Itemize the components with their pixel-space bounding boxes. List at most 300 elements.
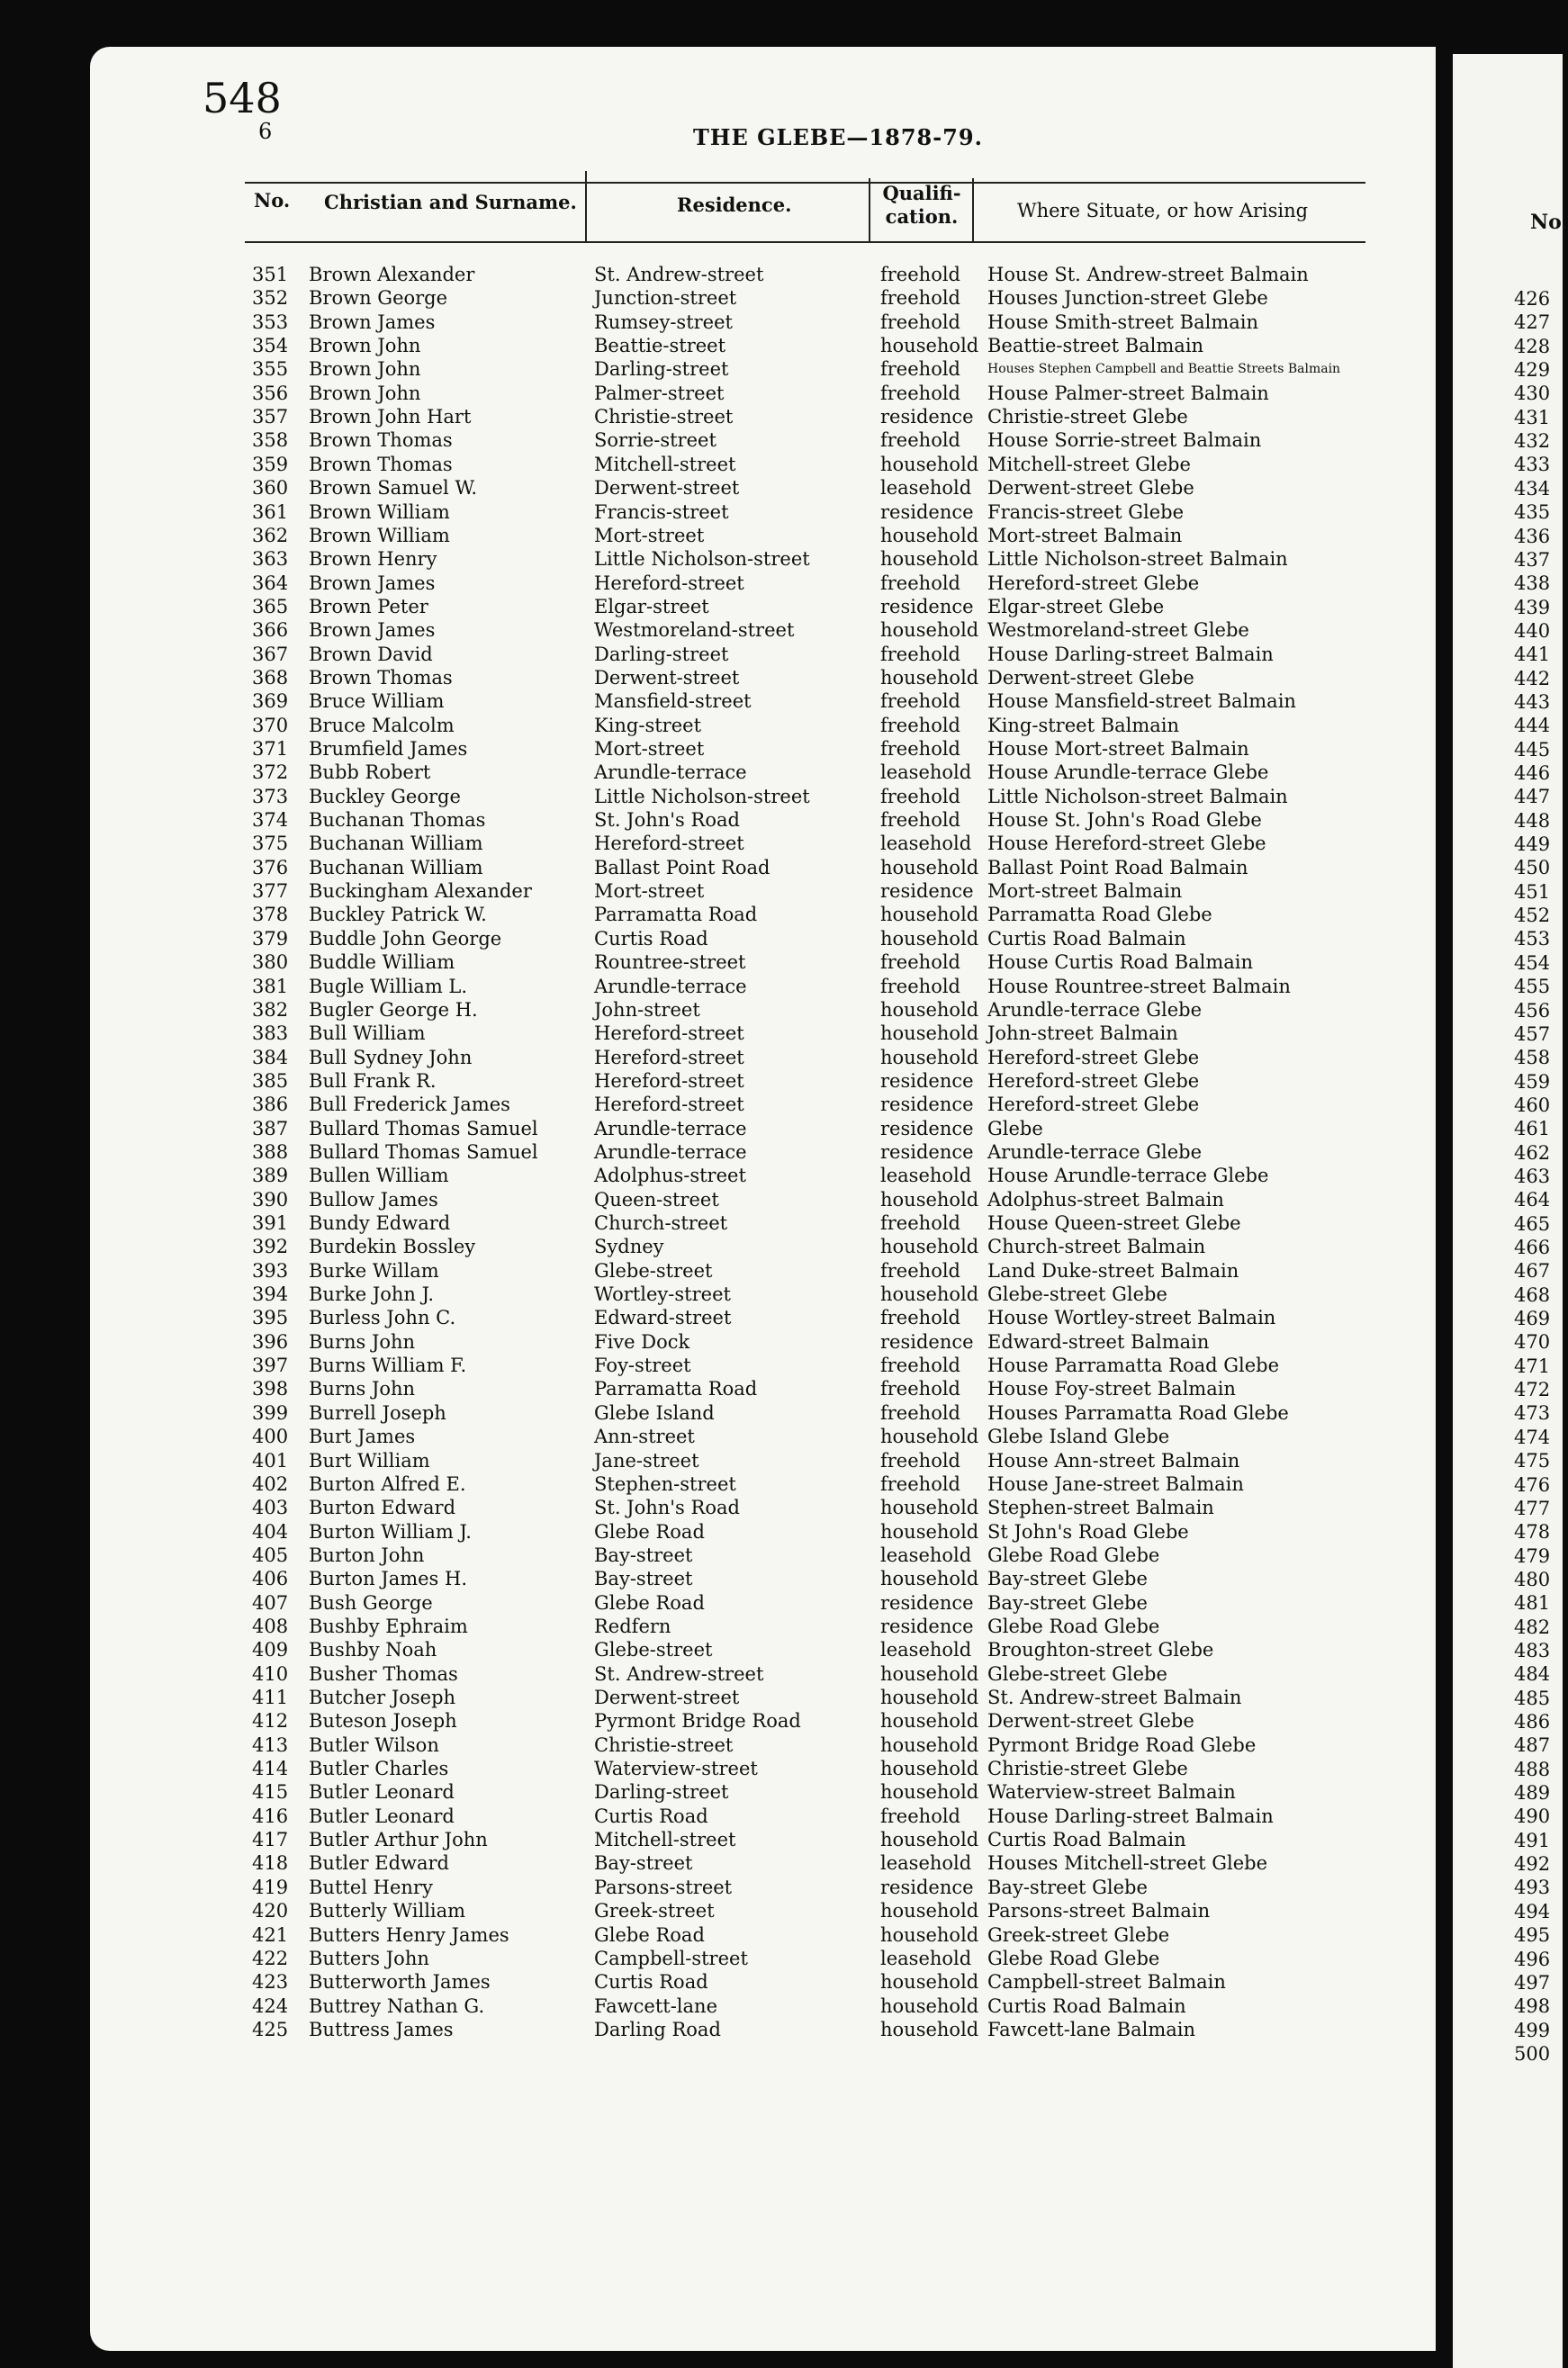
row-where: Bay-street Glebe — [987, 1591, 1148, 1614]
row-where: Land Duke-street Balmain — [987, 1259, 1239, 1282]
facing-row-number: 454 — [1514, 951, 1551, 974]
row-number: 407 — [252, 1591, 289, 1614]
row-name: Buchanan William — [309, 833, 483, 855]
row-number: 389 — [252, 1165, 289, 1187]
row-qualification: freehold — [880, 809, 960, 832]
row-qualification: residence — [880, 595, 974, 617]
row-number: 370 — [252, 714, 289, 736]
row-residence: Arundle-terrace — [594, 1117, 747, 1139]
row-qualification: freehold — [880, 287, 960, 310]
row-qualification: freehold — [880, 1472, 960, 1495]
row-number: 398 — [252, 1378, 289, 1400]
row-number: 415 — [252, 1781, 289, 1804]
row-where: Greek-street Glebe — [987, 1923, 1170, 1946]
row-where: Hereford-street Glebe — [987, 572, 1200, 594]
row-qualification: leasehold — [880, 1165, 972, 1187]
row-qualification: freehold — [880, 1212, 960, 1234]
facing-row-number: 498 — [1514, 1995, 1551, 2018]
row-residence: St. Andrew-street — [594, 1662, 764, 1685]
row-residence: Curtis Road — [594, 1805, 708, 1827]
facing-row-number: 433 — [1514, 454, 1551, 476]
row-number: 423 — [252, 1971, 289, 1994]
row-name: Butters Henry James — [309, 1923, 509, 1946]
row-name: Butler Charles — [309, 1758, 449, 1780]
row-qualification: residence — [880, 1140, 974, 1163]
row-residence: Bay-street — [594, 1544, 693, 1566]
row-qualification: freehold — [880, 1401, 960, 1424]
facing-row-number: 473 — [1514, 1402, 1551, 1425]
row-number: 382 — [252, 998, 289, 1021]
facing-row-number: 436 — [1514, 525, 1551, 547]
facing-row-number: 486 — [1514, 1711, 1551, 1733]
row-qualification: household — [880, 524, 979, 546]
row-where: John-street Balmain — [987, 1022, 1178, 1045]
row-residence: Bay-street — [594, 1568, 693, 1590]
facing-row-number: 474 — [1514, 1426, 1551, 1448]
row-number: 385 — [252, 1069, 289, 1092]
row-residence: Derwent-street — [594, 477, 740, 500]
row-qualification: household — [880, 1900, 979, 1922]
row-number: 354 — [252, 335, 289, 357]
facing-row-number: 434 — [1514, 477, 1551, 500]
row-where: Derwent-street Glebe — [987, 666, 1194, 689]
row-qualification: household — [880, 2018, 979, 2040]
facing-row-number: 461 — [1514, 1118, 1551, 1140]
facing-row-number: 494 — [1514, 1900, 1551, 1922]
row-residence: Parsons-street — [594, 1876, 733, 1898]
row-where: Mort-street Balmain — [987, 880, 1183, 903]
header-qualification-line2: cation. — [885, 205, 959, 228]
row-residence: Darling-street — [594, 358, 729, 381]
row-number: 402 — [252, 1472, 289, 1495]
row-qualification: freehold — [880, 714, 960, 736]
row-name: Burton John — [309, 1544, 425, 1566]
row-residence: Hereford-street — [594, 1022, 744, 1045]
facing-row-number: 455 — [1514, 976, 1551, 998]
facing-row-number: 477 — [1514, 1497, 1551, 1519]
row-where: Edward-street Balmain — [987, 1330, 1210, 1353]
row-number: 353 — [252, 311, 289, 333]
row-qualification: household — [880, 1283, 979, 1306]
facing-row-number: 479 — [1514, 1544, 1551, 1567]
row-residence: Glebe Island — [594, 1401, 715, 1424]
row-where: Hereford-street Glebe — [987, 1046, 1200, 1068]
row-name: Buckley George — [309, 785, 461, 807]
row-number: 392 — [252, 1236, 289, 1258]
facing-row-number: 488 — [1514, 1758, 1551, 1780]
row-where: House Sorrie-street Balmain — [987, 429, 1262, 452]
facing-row-number: 495 — [1514, 1924, 1551, 1947]
row-qualification: household — [880, 1710, 979, 1733]
row-where: Stephen-street Balmain — [987, 1497, 1214, 1519]
row-number: 379 — [252, 927, 289, 950]
row-residence: Hereford-street — [594, 1069, 744, 1092]
row-name: Burton Alfred E. — [309, 1472, 466, 1495]
facing-row-number: 484 — [1514, 1663, 1551, 1686]
row-number: 383 — [252, 1022, 289, 1045]
row-number: 399 — [252, 1401, 289, 1424]
row-number: 405 — [252, 1544, 289, 1566]
row-qualification: freehold — [880, 1805, 960, 1827]
row-name: Brown Thomas — [309, 666, 453, 689]
row-number: 413 — [252, 1733, 289, 1756]
row-qualification: household — [880, 1426, 979, 1448]
row-number: 366 — [252, 619, 289, 642]
row-where: Ballast Point Road Balmain — [987, 856, 1248, 878]
facing-row-number: 459 — [1514, 1070, 1551, 1093]
row-number: 375 — [252, 833, 289, 855]
row-where: Glebe Island Glebe — [987, 1426, 1170, 1448]
row-name: Buchanan William — [309, 856, 483, 878]
row-residence: Christie-street — [594, 406, 734, 428]
facing-row-number: 465 — [1514, 1212, 1551, 1235]
facing-row-number: 470 — [1514, 1331, 1551, 1354]
row-qualification: household — [880, 1781, 979, 1804]
facing-row-number: 490 — [1514, 1805, 1551, 1828]
row-residence: St. Andrew-street — [594, 264, 764, 285]
row-qualification: residence — [880, 1876, 974, 1898]
row-residence: Wortley-street — [594, 1283, 731, 1306]
row-where: Mort-street Balmain — [987, 524, 1183, 546]
header-no: No. — [254, 189, 291, 212]
row-name: Bullard Thomas Samuel — [309, 1117, 538, 1139]
row-qualification: household — [880, 998, 979, 1021]
row-where: House Parramatta Road Glebe — [987, 1355, 1280, 1377]
facing-row-number: 439 — [1514, 596, 1551, 618]
facing-row-number: 427 — [1514, 311, 1551, 334]
row-residence: Bay-street — [594, 1852, 693, 1875]
row-qualification: freehold — [880, 264, 960, 285]
row-name: Bull Sydney John — [309, 1046, 473, 1068]
row-name: Bundy Edward — [309, 1212, 451, 1234]
row-where: House Darling-street Balmain — [987, 643, 1274, 665]
row-number: 381 — [252, 975, 289, 997]
facing-row-number: 496 — [1514, 1948, 1551, 1970]
row-number: 359 — [252, 453, 289, 475]
row-residence: Fawcett-lane — [594, 1994, 717, 2017]
row-qualification: household — [880, 453, 979, 475]
row-number: 387 — [252, 1117, 289, 1139]
row-qualification: household — [880, 1236, 979, 1258]
row-residence: Glebe Road — [594, 1591, 705, 1614]
facing-row-number: 469 — [1514, 1308, 1551, 1330]
row-where: House Darling-street Balmain — [987, 1805, 1274, 1827]
row-number: 420 — [252, 1900, 289, 1922]
row-qualification: residence — [880, 1094, 974, 1116]
row-residence: Rumsey-street — [594, 311, 733, 333]
row-number: 408 — [252, 1615, 289, 1637]
facing-row-number: 482 — [1514, 1616, 1551, 1638]
row-number: 372 — [252, 761, 289, 784]
row-qualification: freehold — [880, 1259, 960, 1282]
row-qualification: freehold — [880, 1378, 960, 1400]
header-bottom-rule — [245, 241, 1365, 243]
row-residence: Mitchell-street — [594, 1829, 736, 1851]
row-qualification: freehold — [880, 785, 960, 807]
row-number: 361 — [252, 500, 289, 523]
row-qualification: freehold — [880, 358, 960, 381]
row-where: Houses Junction-street Glebe — [987, 287, 1268, 310]
row-residence: Hereford-street — [594, 833, 744, 855]
row-name: Brown James — [309, 619, 436, 642]
row-name: Burdekin Bossley — [309, 1236, 476, 1258]
row-number: 356 — [252, 382, 289, 404]
row-residence: Glebe Road — [594, 1520, 705, 1543]
row-residence: Pyrmont Bridge Road — [594, 1710, 801, 1733]
facing-row-number: 435 — [1514, 501, 1551, 524]
row-number: 391 — [252, 1212, 289, 1234]
row-number: 363 — [252, 548, 289, 571]
row-where: Houses Parramatta Road Glebe — [987, 1401, 1289, 1424]
row-where: Little Nicholson-street Balmain — [987, 785, 1288, 807]
row-where: King-street Balmain — [987, 714, 1180, 736]
facing-row-number: 441 — [1514, 644, 1551, 666]
row-number: 400 — [252, 1426, 289, 1448]
row-number: 401 — [252, 1449, 289, 1472]
row-where: Hereford-street Glebe — [987, 1069, 1200, 1092]
row-qualification: freehold — [880, 690, 960, 713]
row-name: Bruce Malcolm — [309, 714, 455, 736]
row-name: Bugle William L. — [309, 975, 468, 997]
row-number: 373 — [252, 785, 289, 807]
facing-row-number: 431 — [1514, 406, 1551, 428]
header-residence: Residence. — [677, 194, 792, 216]
row-residence: Waterview-street — [594, 1758, 758, 1780]
row-qualification: household — [880, 666, 979, 689]
row-qualification: household — [880, 1046, 979, 1068]
row-residence: Parramatta Road — [594, 904, 758, 926]
row-qualification: freehold — [880, 738, 960, 760]
row-number: 397 — [252, 1355, 289, 1377]
row-number: 367 — [252, 643, 289, 665]
row-qualification: freehold — [880, 1355, 960, 1377]
row-residence: John-street — [594, 998, 700, 1021]
facing-row-number: 448 — [1514, 809, 1551, 832]
row-name: Buddle John George — [309, 927, 502, 950]
row-name: Burrell Joseph — [309, 1401, 446, 1424]
facing-row-number: 443 — [1514, 690, 1551, 713]
facing-row-number: 462 — [1514, 1141, 1551, 1164]
row-where: House Curtis Road Balmain — [987, 951, 1254, 974]
row-residence: Five Dock — [594, 1330, 690, 1353]
facing-row-number: 460 — [1514, 1094, 1551, 1116]
row-number: 358 — [252, 429, 289, 452]
facing-row-number: 489 — [1514, 1782, 1551, 1805]
row-name: Brown James — [309, 572, 436, 594]
row-number: 369 — [252, 690, 289, 713]
row-where: Christie-street Glebe — [987, 406, 1188, 428]
row-qualification: freehold — [880, 429, 960, 452]
row-qualification: leasehold — [880, 1947, 972, 1969]
header-qualification-line1: Qualifi- — [882, 182, 961, 204]
row-name: Burton Edward — [309, 1497, 456, 1519]
row-qualification: residence — [880, 1117, 974, 1139]
row-qualification: household — [880, 1568, 979, 1590]
row-residence: Arundle-terrace — [594, 1140, 747, 1163]
row-where: Elgar-street Glebe — [987, 595, 1165, 617]
facing-row-number: 500 — [1514, 2042, 1551, 2065]
row-name: Bull Frederick James — [309, 1094, 510, 1116]
row-name: Bushby Ephraim — [309, 1615, 468, 1637]
row-number: 380 — [252, 951, 289, 974]
row-residence: Darling Road — [594, 2018, 721, 2040]
row-where: Glebe Road Glebe — [987, 1947, 1160, 1969]
header-where: Where Situate, or how Arising — [1017, 200, 1309, 221]
row-name: Butler Leonard — [309, 1781, 455, 1804]
page-number: 548 — [203, 74, 282, 122]
row-number: 424 — [252, 1994, 289, 2017]
row-where: Francis-street Glebe — [987, 500, 1185, 523]
facing-row-number: 468 — [1514, 1283, 1551, 1306]
row-where: Mitchell-street Glebe — [987, 453, 1191, 475]
facing-row-number: 437 — [1514, 548, 1551, 571]
row-qualification: household — [880, 1994, 979, 2017]
row-name: Bullen William — [309, 1165, 449, 1187]
facing-row-number: 485 — [1514, 1687, 1551, 1709]
header-divider-2 — [869, 178, 870, 241]
row-number: 357 — [252, 406, 289, 428]
row-qualification: residence — [880, 500, 974, 523]
row-name: Butler Leonard — [309, 1805, 455, 1827]
row-name: Burton James H. — [309, 1568, 467, 1590]
row-where: House St. John's Road Glebe — [987, 809, 1262, 832]
facing-row-number: 440 — [1514, 619, 1551, 642]
facing-row-number: 483 — [1514, 1639, 1551, 1661]
row-name: Bush George — [309, 1591, 433, 1614]
row-residence: Redfern — [594, 1615, 671, 1637]
row-number: 374 — [252, 809, 289, 832]
row-qualification: freehold — [880, 382, 960, 404]
row-where: Christie-street Glebe — [987, 1758, 1188, 1780]
row-where: House Mansfield-street Balmain — [987, 690, 1296, 713]
row-name: Buddle William — [309, 951, 455, 974]
row-qualification: freehold — [880, 951, 960, 974]
facing-row-number: 432 — [1514, 430, 1551, 453]
row-number: 371 — [252, 738, 289, 760]
row-where: Waterview-street Balmain — [987, 1781, 1236, 1804]
row-name: Burns William F. — [309, 1355, 467, 1377]
row-name: Bruce William — [309, 690, 445, 713]
row-residence: Sorrie-street — [594, 429, 716, 452]
row-where: Fawcett-lane Balmain — [987, 2018, 1196, 2040]
row-name: Butler Edward — [309, 1852, 450, 1875]
row-where: Houses Stephen Campbell and Beattie Streets Balmain — [987, 362, 1341, 377]
row-number: 395 — [252, 1307, 289, 1329]
row-qualification: household — [880, 1520, 979, 1543]
facing-row-number: 450 — [1514, 857, 1551, 879]
facing-row-number: 452 — [1514, 905, 1551, 927]
facing-row-number: 480 — [1514, 1568, 1551, 1590]
row-residence: Beattie-street — [594, 335, 726, 357]
row-where: Parsons-street Balmain — [987, 1900, 1211, 1922]
row-name: Brown John Hart — [309, 406, 472, 428]
row-name: Burns John — [309, 1330, 416, 1353]
row-qualification: residence — [880, 406, 974, 428]
row-residence: Ann-street — [594, 1426, 695, 1448]
row-residence: Francis-street — [594, 500, 729, 523]
row-qualification: freehold — [880, 1307, 960, 1329]
row-qualification: household — [880, 904, 979, 926]
row-where: Glebe-street Glebe — [987, 1283, 1167, 1306]
row-name: Buttrey Nathan G. — [309, 1994, 485, 2017]
facing-row-number: 444 — [1514, 715, 1551, 737]
row-number: 412 — [252, 1710, 289, 1733]
facing-row-number: 449 — [1514, 833, 1551, 856]
row-name: Brown John — [309, 382, 421, 404]
row-name: Bull Frank R. — [309, 1069, 437, 1092]
row-name: Buckley Patrick W. — [309, 904, 487, 926]
row-where: House Smith-street Balmain — [987, 311, 1259, 333]
facing-row-number: 471 — [1514, 1355, 1551, 1377]
row-residence: Ballast Point Road — [594, 856, 770, 878]
row-number: 411 — [252, 1687, 289, 1708]
row-name: Brown John — [309, 335, 421, 357]
row-number: 355 — [252, 358, 289, 381]
row-residence: Mort-street — [594, 738, 705, 760]
facing-row-number: 463 — [1514, 1165, 1551, 1187]
row-qualification: household — [880, 619, 979, 642]
row-number: 419 — [252, 1876, 289, 1898]
page-title: THE GLEBE—1878-79. — [693, 124, 983, 150]
facing-row-number: 487 — [1514, 1734, 1551, 1757]
row-where: Glebe — [987, 1117, 1043, 1139]
facing-row-number: 458 — [1514, 1047, 1551, 1069]
facing-row-number: 493 — [1514, 1877, 1551, 1899]
row-residence: Glebe-street — [594, 1259, 713, 1282]
row-residence: King-street — [594, 714, 702, 736]
row-number: 410 — [252, 1662, 289, 1685]
row-qualification: freehold — [880, 643, 960, 665]
row-qualification: leasehold — [880, 1852, 972, 1875]
row-qualification: leasehold — [880, 1639, 972, 1661]
row-residence: Hereford-street — [594, 572, 744, 594]
row-qualification: residence — [880, 880, 974, 903]
row-name: Brown Thomas — [309, 453, 453, 475]
row-qualification: household — [880, 1829, 979, 1851]
row-qualification: household — [880, 1662, 979, 1685]
row-where: Hereford-street Glebe — [987, 1094, 1200, 1116]
row-where: Parramatta Road Glebe — [987, 904, 1212, 926]
row-where: Beattie-street Balmain — [987, 335, 1204, 357]
row-number: 396 — [252, 1330, 289, 1353]
row-where: House Hereford-street Glebe — [987, 833, 1266, 855]
row-where: Curtis Road Balmain — [987, 1994, 1186, 2017]
row-residence: Curtis Road — [594, 1971, 708, 1994]
row-residence: Jane-street — [594, 1449, 699, 1472]
row-residence: Church-street — [594, 1212, 728, 1234]
facing-header-no: No. — [1530, 211, 1568, 234]
row-where: House Arundle-terrace Glebe — [987, 1165, 1269, 1187]
row-residence: Rountree-street — [594, 951, 746, 974]
row-where: Bay-street Glebe — [987, 1876, 1148, 1898]
row-number: 403 — [252, 1497, 289, 1519]
facing-row-number: 472 — [1514, 1379, 1551, 1401]
row-qualification: residence — [880, 1069, 974, 1092]
row-where: Curtis Road Balmain — [987, 927, 1186, 950]
row-name: Buchanan Thomas — [309, 809, 486, 832]
row-name: Brown Alexander — [309, 264, 475, 285]
row-where: Glebe Road Glebe — [987, 1615, 1160, 1637]
row-where: Houses Mitchell-street Glebe — [987, 1852, 1268, 1875]
page-sub-number: 6 — [258, 119, 273, 144]
row-qualification: freehold — [880, 311, 960, 333]
row-name: Butterworth James — [309, 1971, 491, 1994]
row-name: Buckingham Alexander — [309, 880, 532, 903]
row-number: 425 — [252, 2018, 289, 2040]
row-name: Bugler George H. — [309, 998, 478, 1021]
row-where: Derwent-street Glebe — [987, 1710, 1194, 1733]
row-residence: Mitchell-street — [594, 453, 736, 475]
